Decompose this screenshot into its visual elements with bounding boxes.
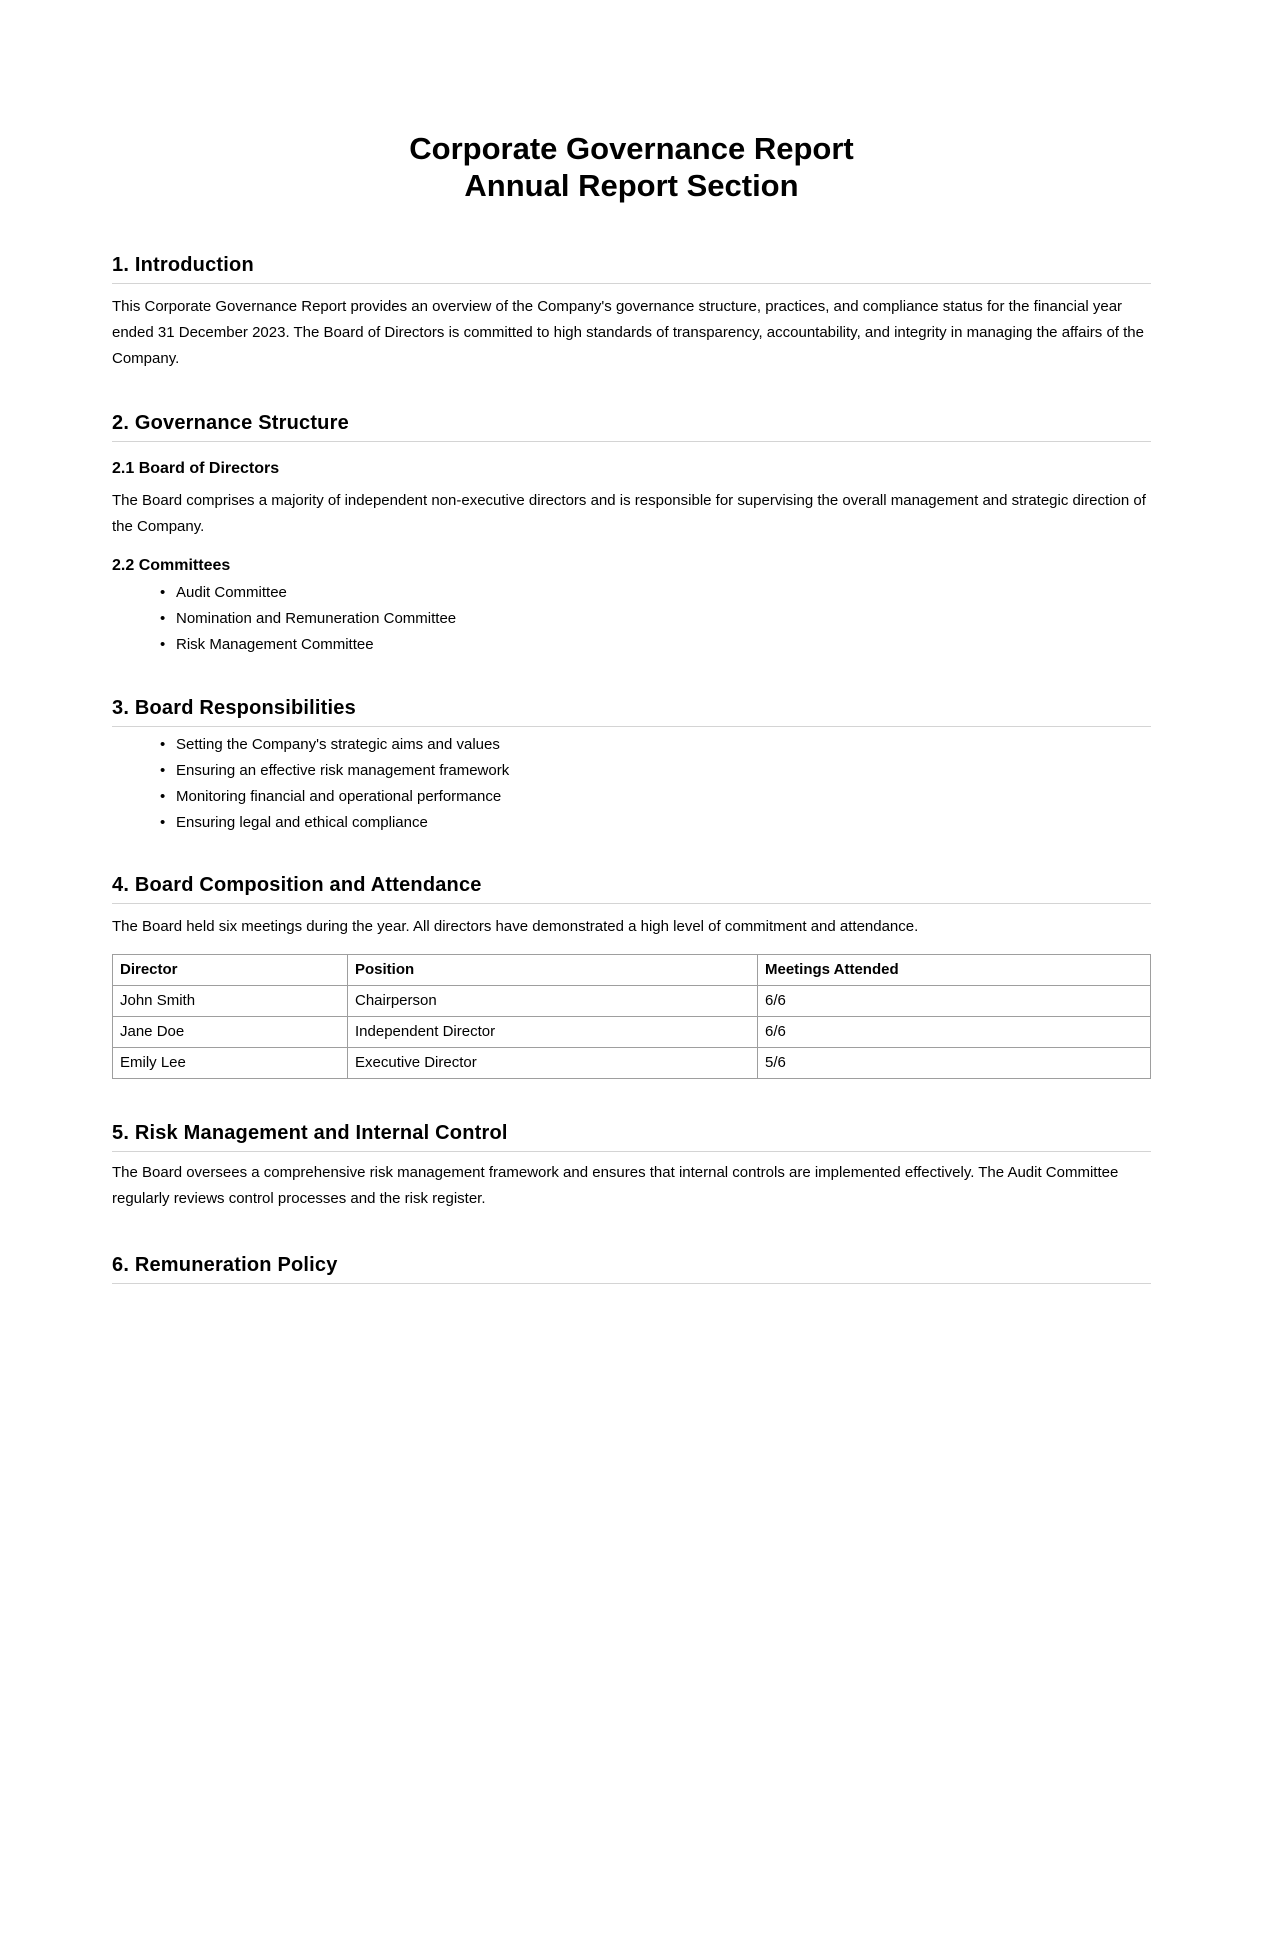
- table-row: [113, 986, 1151, 1017]
- cell-position: Executive Director: [348, 1048, 758, 1079]
- section-heading-risk-management: 5. Risk Management and Internal Control: [112, 1120, 1151, 1152]
- section-board-composition: [112, 872, 1151, 904]
- report-title-line-1: Corporate Governance Report: [409, 131, 854, 166]
- risk-body: [112, 1160, 1151, 1212]
- attendance-table: [112, 954, 1151, 1079]
- bullet-icon: •: [160, 636, 166, 653]
- section-heading-introduction: 1. Introduction: [112, 252, 1151, 284]
- bullet-icon: •: [160, 610, 166, 627]
- board-body: [112, 488, 1151, 540]
- cell-meetings: 6/6: [758, 986, 1151, 1017]
- subsection-heading-committees: 2.2 Committees: [112, 557, 231, 574]
- cell-position: Independent Director: [348, 1017, 758, 1048]
- responsibility-label: Ensuring legal and ethical compliance: [176, 814, 428, 831]
- list-item: [160, 758, 1151, 784]
- list-item: [160, 632, 1151, 658]
- bullet-icon: •: [160, 788, 166, 805]
- cell-meetings: 5/6: [758, 1048, 1151, 1079]
- cell-director: Emily Lee: [113, 1048, 348, 1079]
- responsibilities-list-wrapper: [112, 732, 1151, 836]
- bullet-icon: •: [160, 584, 166, 601]
- attendance-table-wrapper: [112, 954, 1151, 1079]
- section-heading-board-composition: 4. Board Composition and Attendance: [112, 872, 1151, 904]
- committees-list: [112, 580, 1151, 658]
- list-item: [160, 810, 1151, 836]
- column-header-meetings: Meetings Attended: [758, 955, 1151, 986]
- section-introduction: [112, 252, 1151, 284]
- composition-text: The Board held six meetings during the year. All directors have demonstrated a high level of commitment and attendance.: [112, 918, 919, 935]
- section-remuneration-policy: [112, 1252, 1151, 1284]
- report-title-line-2: Annual Report Section: [464, 168, 799, 203]
- bullet-icon: •: [160, 762, 166, 779]
- bullet-icon: •: [160, 814, 166, 831]
- committee-label: Audit Committee: [176, 584, 287, 601]
- responsibilities-list: [112, 732, 1151, 836]
- cell-director: John Smith: [113, 986, 348, 1017]
- report-title: [112, 130, 1151, 204]
- subsection-committees: [112, 555, 1151, 577]
- table-header-row: [113, 955, 1151, 986]
- subsection-heading-board: 2.1 Board of Directors: [112, 460, 280, 477]
- risk-text: The Board oversees a comprehensive risk management framework and ensures that internal controls are implemented effectively. The Audit Committee regularly reviews control processes and the risk register.: [112, 1164, 1119, 1207]
- list-item: [160, 606, 1151, 632]
- section-risk-management: [112, 1120, 1151, 1152]
- column-header-position: Position: [348, 955, 758, 986]
- section-governance-structure: [112, 410, 1151, 442]
- table-row: [113, 1048, 1151, 1079]
- section-board-responsibilities: [112, 695, 1151, 727]
- responsibility-label: Setting the Company's strategic aims and values: [176, 736, 500, 753]
- responsibility-label: Monitoring financial and operational performance: [176, 788, 502, 805]
- table-row: [113, 1017, 1151, 1048]
- board-text: The Board comprises a majority of independent non-executive directors and is responsible for supervising the overall management and strategic direction of the Company.: [112, 492, 1146, 535]
- subsection-board-of-directors: [112, 458, 1151, 480]
- cell-position: Chairperson: [348, 986, 758, 1017]
- list-item: [160, 784, 1151, 810]
- list-item: [160, 732, 1151, 758]
- introduction-text: This Corporate Governance Report provides an overview of the Company's governance structure, practices, and compliance status for the financial year ended 31 December 2023. The Board of Directors is committed to high standards of transparency, accountability, and integrity in managing the affairs of the Company.: [112, 298, 1144, 367]
- introduction-body: [112, 294, 1151, 372]
- section-heading-governance-structure: 2. Governance Structure: [112, 410, 1151, 442]
- column-header-director: Director: [113, 955, 348, 986]
- committee-label: Nomination and Remuneration Committee: [176, 610, 457, 627]
- composition-body: [112, 914, 1151, 940]
- section-heading-board-responsibilities: 3. Board Responsibilities: [112, 695, 1151, 727]
- cell-director: Jane Doe: [113, 1017, 348, 1048]
- committees-list-wrapper: [112, 580, 1151, 658]
- committee-label: Risk Management Committee: [176, 636, 374, 653]
- responsibility-label: Ensuring an effective risk management framework: [176, 762, 510, 779]
- list-item: [160, 580, 1151, 606]
- cell-meetings: 6/6: [758, 1017, 1151, 1048]
- section-heading-remuneration-policy: 6. Remuneration Policy: [112, 1252, 1151, 1284]
- bullet-icon: •: [160, 736, 166, 753]
